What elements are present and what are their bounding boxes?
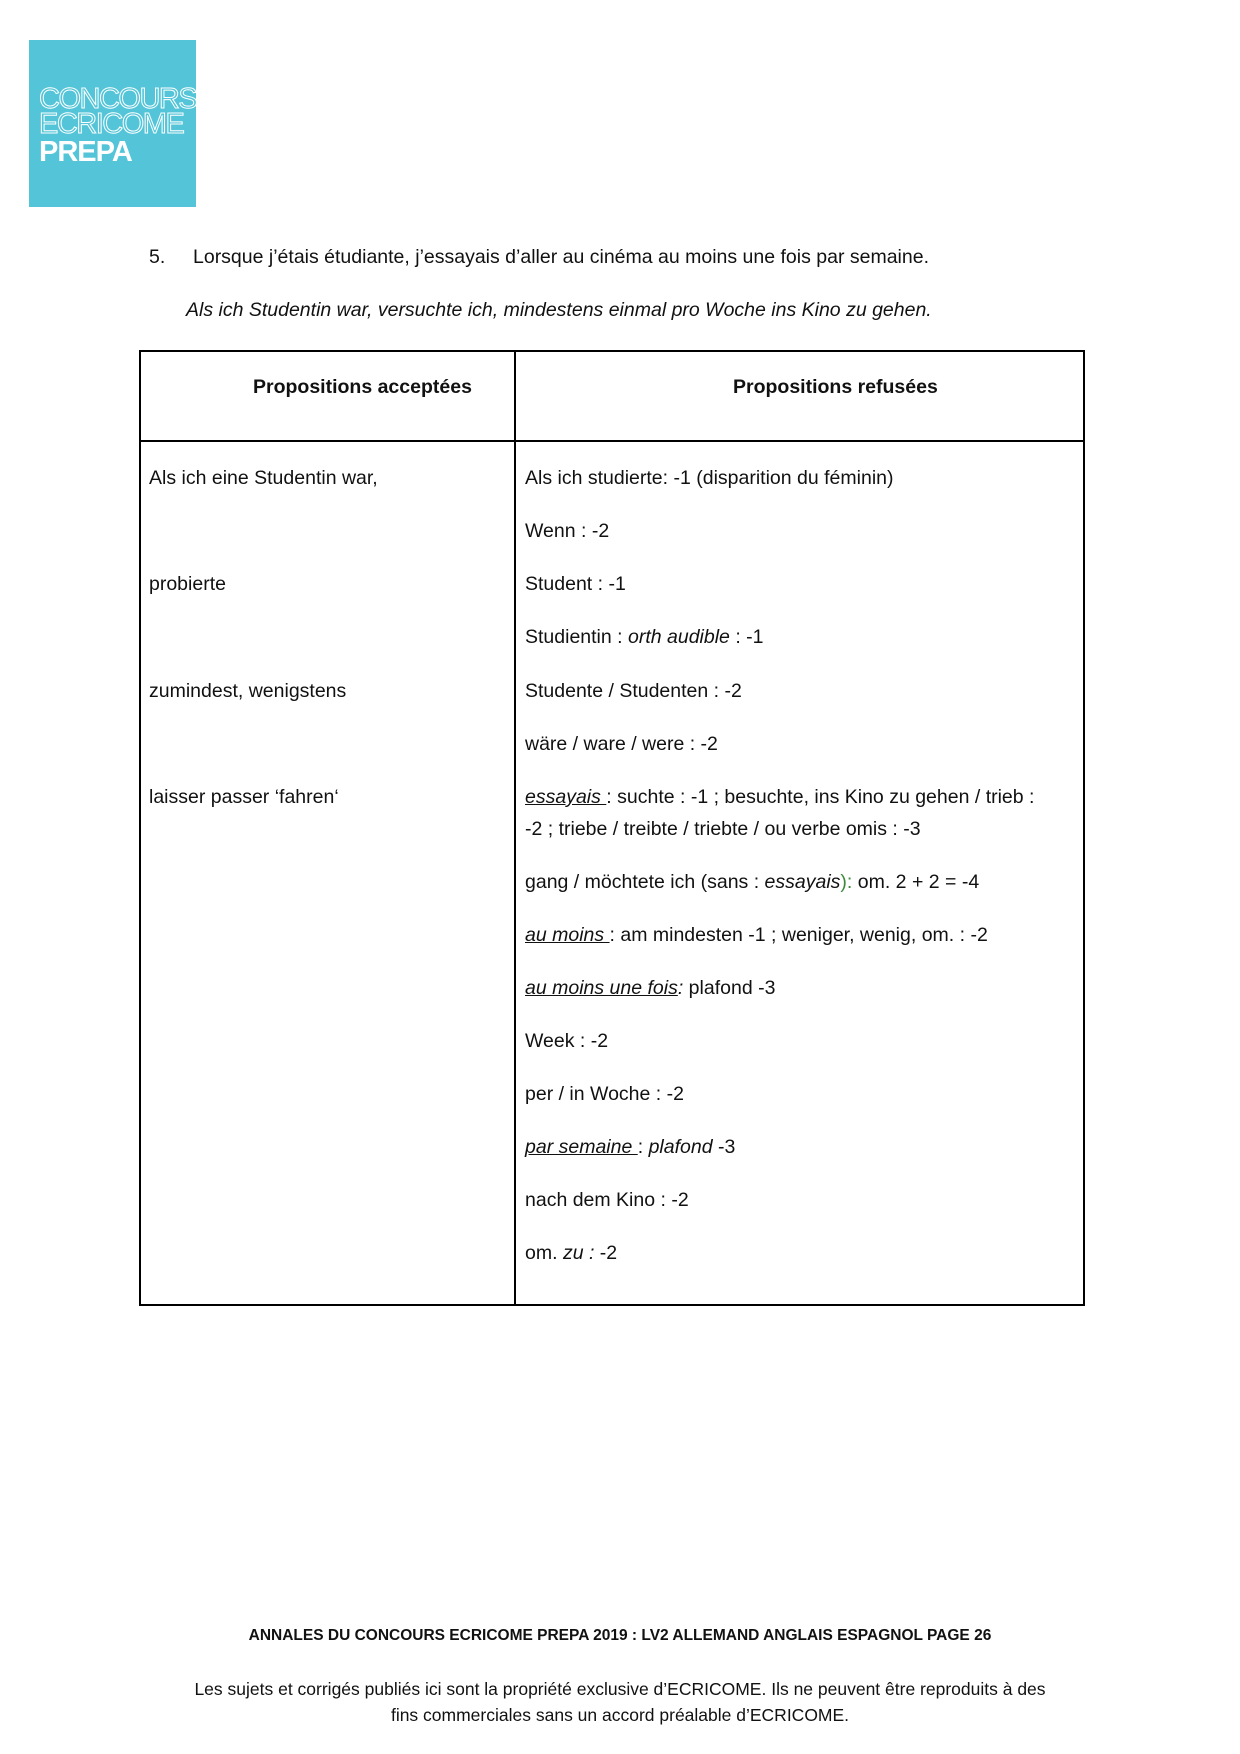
refused-text: Studientin : (525, 626, 628, 648)
question-german-translation: Als ich Studentin war, versuchte ich, mindestens einmal pro Woche ins Kino zu gehen. (186, 299, 932, 321)
refused-text-italic: zu : (562, 1242, 595, 1264)
refused-text: -3 (712, 1136, 736, 1158)
refused-item-continued: -2 ; triebe / treibte / triebte / ou verbe omis : -3 (525, 818, 921, 840)
refused-item (525, 781, 1034, 813)
header-refused: Propositions refusées (733, 376, 938, 398)
refused-item: Als ich studierte: -1 (disparition du féminin) (525, 467, 894, 489)
refused-item: wäre / ware / were : -2 (525, 733, 718, 755)
table-border-left (139, 350, 141, 1306)
logo-text-ecricome: ECRICOME (39, 108, 184, 140)
refused-text-green: ): (840, 871, 853, 893)
footer-note-line: Les sujets et corrigés publiés ici sont la propriété exclusive d’ECRICOME. Ils ne peuvent être reproduits à des (194, 1679, 1046, 1699)
table-column-divider (514, 350, 516, 1306)
question-number: 5. (149, 246, 166, 268)
refused-keyword: au moins une fois (525, 977, 678, 999)
refused-item (525, 1131, 735, 1163)
footer-title: ANNALES DU CONCOURS ECRICOME PREPA 2019 : LV2 ALLEMAND ANGLAIS ESPAGNOL PAGE 26 (248, 1627, 992, 1644)
refused-item: Studente / Studenten : -2 (525, 680, 742, 702)
refused-text: om. 2 + 2 = -4 (852, 871, 980, 893)
accepted-item: Als ich eine Studentin war, (149, 467, 378, 489)
refused-text: : am mindesten -1 ; weniger, wenig, om. : -2 (609, 924, 988, 946)
refused-text: plafond -3 (683, 977, 776, 999)
refused-text-italic: essayais (764, 871, 841, 893)
refused-text: : suchte : -1 ; besuchte, ins Kino zu gehen / trieb : (606, 786, 1035, 808)
table-border-top (139, 350, 1085, 352)
table-border-right (1083, 350, 1085, 1306)
refused-item: Wenn : -2 (525, 520, 610, 542)
question-french-sentence: Lorsque j’étais étudiante, j’essayais d’aller au cinéma au moins une fois par semaine. (193, 246, 929, 268)
accepted-item: laisser passer ‘fahren‘ (149, 786, 339, 808)
refused-text: om. (525, 1242, 563, 1264)
refused-item (525, 621, 764, 653)
refused-keyword: essayais (525, 786, 607, 808)
refused-item (525, 972, 775, 1004)
refused-item: per / in Woche : -2 (525, 1083, 684, 1105)
logo-text-concours: CONCOURS (39, 83, 197, 115)
logo-text-prepa: PREPA (39, 136, 132, 168)
refused-item: nach dem Kino : -2 (525, 1189, 689, 1211)
refused-text: : (637, 1136, 649, 1158)
refused-text-italic: plafond (648, 1136, 713, 1158)
ecricome-logo (29, 40, 196, 207)
refused-text: gang / möchtete ich (sans : (525, 871, 765, 893)
refused-text: -2 (594, 1242, 618, 1264)
accepted-item: probierte (149, 573, 226, 595)
header-accepted: Propositions acceptées (253, 376, 472, 398)
refused-item (525, 919, 988, 951)
refused-keyword: par semaine (525, 1136, 638, 1158)
refused-text: : -1 (729, 626, 764, 648)
footer-copyright-note (150, 1676, 1090, 1728)
refused-item: Week : -2 (525, 1030, 609, 1052)
refused-item: Student : -1 (525, 573, 626, 595)
table-header-divider (139, 440, 1085, 442)
table-border-bottom (139, 1304, 1085, 1306)
accepted-item: zumindest, wenigstens (149, 680, 347, 702)
refused-keyword: au moins (525, 924, 610, 946)
refused-text-italic: : (677, 977, 684, 999)
refused-item (525, 866, 979, 898)
footer-note-line: fins commerciales sans un accord préalable d’ECRICOME. (390, 1705, 850, 1725)
refused-item (525, 1237, 617, 1269)
refused-text-italic: orth audible (627, 626, 730, 648)
